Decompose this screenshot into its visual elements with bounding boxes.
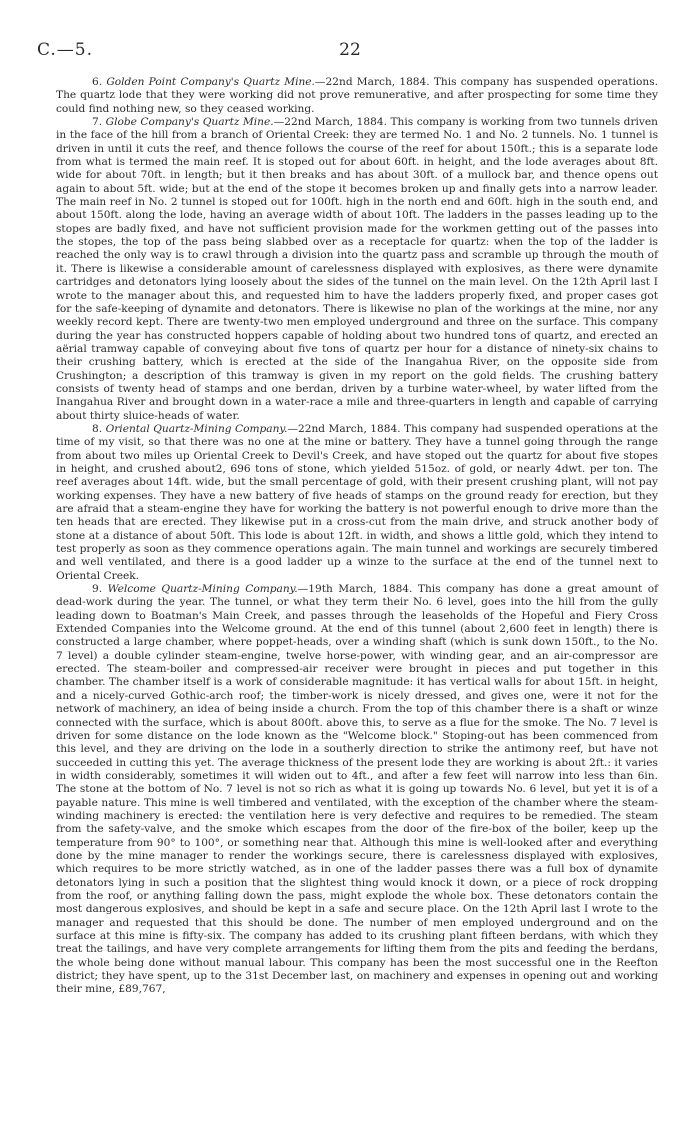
paragraph-number: 9. xyxy=(92,583,103,596)
paragraph-globe xyxy=(56,116,658,423)
paragraph-heading: Welcome Quartz-Mining Company. xyxy=(107,583,298,596)
paragraph-heading: Globe Company's Quartz Mine. xyxy=(105,116,274,129)
page-number: 22 xyxy=(339,40,361,60)
document-reference: C.—5. xyxy=(37,40,94,60)
paragraph-number: 8. xyxy=(92,422,103,435)
paragraph-text: —19th March, 1884. This company has done a great amount of dead-work during the year. The tunnel, or what they term their No. 6 level, goes into the hill from the gully leading down to Boatman's Main Creek, and passes through the leaseholds of the Hopeful and Fiery Cross Extended Companies into the Welcome ground. At the end of this tunnel (about 2,600 feet in length) there is constructed a large chamber, where poppet-heads, over a winding shaft (which is sunk down 150ft., to the No. 7 level) a double cylinder steam-engine, twelve horse-power, with winding gear, and an air-compressor are erected. The steam-boiler and compressed-air receiver were brought in pieces and put together in this chamber. The chamber itself is a work of considerable magnitude: it has vertical walls for about 15ft. in height, and a nicely-curved Gothic-arch roof; the timber-work is nicely dressed, and gives one, were it not for the network of machinery, an idea of being inside a church. From the top of this chamber there is a shaft or winze connected with the surface, which is about 800ft. above this, to serve as a flue for the smoke. The No. 7 level is driven for some distance on the lode known as the "Welcome block." Stoping-out has been commenced from this level, and they are driving on the lode in a southerly direction to strike the antimony reef, but have not succeeded in cutting this yet. The average thickness of the present lode they are working is about 2ft.: it varies in width considerably, sometimes it will widen out to 4ft., and after a few feet will narrow into less than 6in. The stone at the bottom of No. 7 level is not so rich as what it is going up towards No. 6 level, but yet it is of a payable nature. This mine is well timbered and ventilated, with the exception of the chamber where the steam-winding machinery is erected: the ventilation here is very defective and requires to be remedied. The steam from the safety-valve, and the smoke which escapes from the door of the fire-box of the boiler, keep up the temperature from 90° to 100°, or something near that. Although this mine is well-looked after and everything done by the mine manager to render the workings secure, there is carelessness displayed with explosives, which requires to be more strictly watched, as in one of the ladder passes there was a full box of dynamite detonators lying in such a position that the slightest thing would knock it down, or a piece of rock dropping from the roof, or anything falling down the pass, might explode the whole box. These detonators contain the most dangerous explosives, and should be kept in a safe and secure place. On the 12th April last I wrote to the manager and requested that this should be done. The number of men employed underground and on the surface at this mine is fifty-six. The company has added to its crushing plant fifteen berdans, with which they treat the tailings, and have very complete arrangements for lifting them from the pits and feeding the berdans, the whole being done without manual labour. This company has been the most successful one in the Reefton district; they have spent, up to the 31st December last, on machinery and expenses in opening out and working their mine, £89,767, xyxy=(56,583,658,996)
paragraph-text: —22nd March, 1884. This company has suspended operations. The quartz lode that they were working did not prove remunerative, and after prospecting for some time they could find nothing new, so they ceased working. xyxy=(56,76,659,115)
paragraph-welcome xyxy=(56,583,658,997)
paragraph-golden-point xyxy=(56,76,658,116)
document-body xyxy=(56,76,658,997)
page-header xyxy=(37,40,663,62)
paragraph-heading: Oriental Quartz-Mining Company. xyxy=(105,422,288,435)
paragraph-heading: Golden Point Company's Quartz Mine. xyxy=(106,76,315,88)
paragraph-text: —22nd March, 1884. This company had suspended operations at the time of my visit, so that there was no one at the mine or battery. They have a tunnel going through the range from about two miles up Oriental Creek to Devil's Creek, and have stoped out the quartz for about five stopes in height, and crushed about2, 696 tons of stone, which yielded 515oz. of gold, or nearly 4dwt. per ton. The reef averages about 14ft. wide, but the small percentage of gold, with their present crushing plant, will not pay working expenses. They have a new battery of five heads of stamps on the ground ready for erection, but they are afraid that a steam-engine they have for working the battery is not powerful enough to drive more than the ten heads that are erected. They likewise put in a cross-cut from the main drive, and struck another body of stone at a distance of about 50ft. This lode is about 12ft. in width, and shows a little gold, which they intend to test properly as soon as they commence operations again. The main tunnel and workings are securely timbered and well ventilated, and there is a good ladder up a winze to the surface at the end of the tunnel next to Oriental Creek. xyxy=(56,422,658,582)
paragraph-text: —22nd March, 1884. This company is working from two tunnels driven in the face of the hill from a branch of Oriental Creek: they are termed No. 1 and No. 2 tunnels. No. 1 tunnel is driven in until it cuts the reef, and thence follows the course of the reef for about 150ft.; this is a separate lode from what is termed the main reef. It is stoped out for about 60ft. in height, and the lode averages about 8ft. wide for about 70ft. in length; but it then breaks and has about 30ft. of a mullock bar, and thence opens out again to about 5ft. wide; but at the end of the stope it becomes broken up and finally gets into a narrow leader. The main reef in No. 2 tunnel is stoped out for 100ft. high in the north end and 60ft. high in the south end, and about 150ft. along the lode, having an average width of about 10ft. The ladders in the passes leading up to the stopes are badly fixed, and have not sufficient provision made for the workmen getting out of the passes into the stopes, the top of the pass being slabbed over as a receptacle for quartz: when the top of the ladder is reached the only way is to crawl through a division into the quartz pass and scramble up through the mouth of it. There is likewise a considerable amount of carelessness displayed with explosives, as there were dynamite cartridges and detonators lying loosely about the sides of the tunnel on the main level. On the 12th April last I wrote to the manager about this, and requested him to have the ladders properly fixed, and proper cases got for the safe-keeping of dynamite and detonators. There is likewise no plan of the workings at the mine, nor any weekly record kept. There are twenty-two men employed underground and three on the surface. This company during the year has constructed hoppers capable of holding about two hundred tons of quartz, and erected an aërial tramway capable of conveying about five tons of quartz per hour for a distance of ninety-six chains to their crushing battery, which is erected at the side of the Inangahua River, on the opposite side from Crushington; a description of this tramway is given in my report on the gold fields. The crushing battery consists of twenty head of stamps and one berdan, driven by a turbine water-wheel, by water lifted from the Inangahua River and brought down in a water-race a mile and three-quarters in length and capable of carrying about thirty sluice-heads of water. xyxy=(56,116,658,422)
paragraph-number: 7. xyxy=(92,116,103,129)
paragraph-number: 6. xyxy=(92,76,103,88)
paragraph-oriental xyxy=(56,423,658,583)
